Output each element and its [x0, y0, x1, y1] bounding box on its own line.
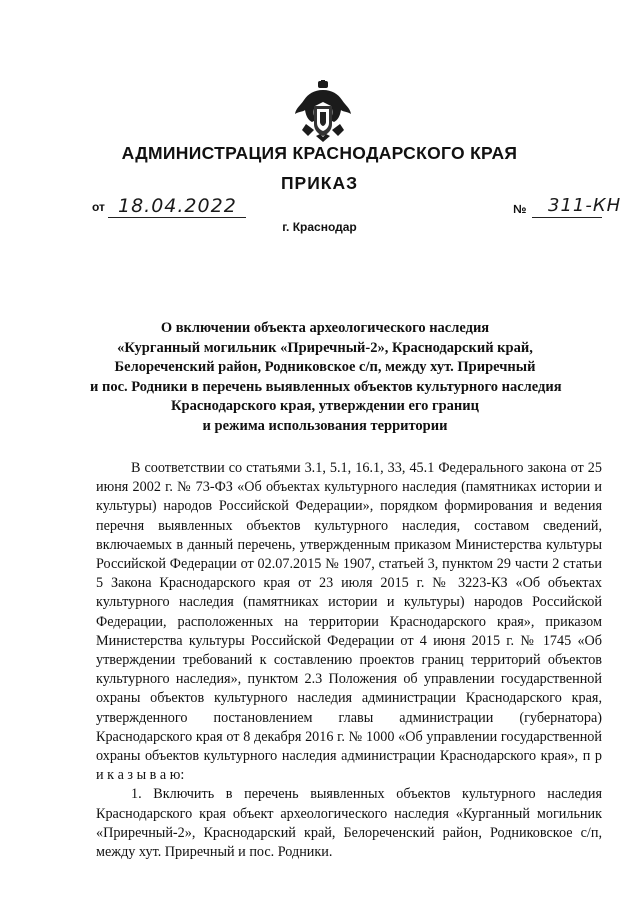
number-underline: [532, 217, 602, 218]
city-line: г. Краснодар: [282, 220, 357, 234]
number-prefix: №: [513, 202, 527, 216]
document-title: [90, 319, 560, 436]
date-prefix: от: [92, 200, 105, 214]
body-paragraph-item-1: 1. Включить в перечень выявленных объектов культурного наследия Краснодарского края объект археологического наследия «Курганный могильник «Приречный-2», Краснодарский край, Белореченский район, Родниковское с/п, между хут. Приречный и пос. Родники.: [96, 786, 602, 861]
title-line: О включении объекта археологического наследия: [160, 320, 490, 336]
title-line: и пос. Родники в перечень выявленных объектов культурного наследия: [90, 378, 562, 395]
title-line: Белореченский район, Родниковское с/п, между хут. Приречный: [114, 359, 536, 375]
coat-of-arms-emblem: [294, 80, 352, 142]
title-line: «Курганный могильник «Приречный-2», Краснодарский край,: [117, 339, 533, 356]
organization-title: АДМИНИСТРАЦИЯ КРАСНОДАРСКОГО КРАЯ: [121, 143, 518, 163]
document-body: [96, 459, 602, 862]
body-paragraph-preamble: В соответствии со статьями 3.1, 5.1, 16.1, 33, 45.1 Федерального закона от 25 июня 2002 г. № 73-ФЗ «Об объектах культурного наследия (памятниках истории и культуры) народов Российской Федерации», порядком формирования и ведения перечня выявленных объектов культурного наследия, составом сведений, включаемых в данный перечень, утвержденным приказом Министерства культуры Российской Федерации от 02.07.2015 № 1907, статьей 3, пунктом 29 части 2 статьи 5 Закона Краснодарского края от 23 июля 2015 г. № 3223-КЗ «Об объектах культурного наследия (памятниках истории и культуры) народов Российской Федерации, расположенных на территории Краснодарского края», приказом Министерства культуры Российской Федерации от 4 июня 2015 г. № 1745 «Об утверждении требований к составлению проектов границ территорий объектов культурного наследия», пунктом 2.3 Положения об управлении государственной охраны объектов культурного наследия администрации Краснодарского края, утвержденного постановлением главы администрации (губернатора) Краснодарского края от 8 декабря 2016 г. № 1000 «Об управлении государственной охраны объектов культурного наследия администрации Краснодарского края», п р и к а з ы в а ю:: [96, 460, 602, 784]
handwritten-number: 311-КН: [548, 195, 622, 216]
title-line: Краснодарского края, утверждении его границ: [171, 398, 479, 414]
title-line: и режима использования территории: [202, 417, 448, 434]
handwritten-date: 18.04.2022: [118, 195, 237, 217]
document-type-title: ПРИКАЗ: [280, 173, 359, 193]
date-underline: [108, 217, 246, 218]
